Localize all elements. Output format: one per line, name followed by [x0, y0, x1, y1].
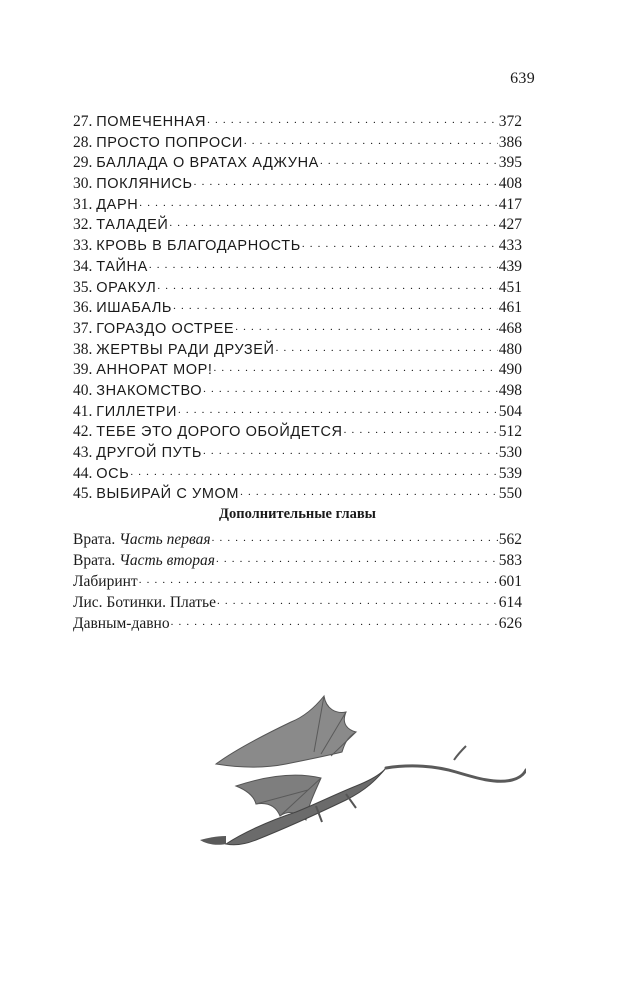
toc-entry-number: 38. — [73, 340, 93, 358]
toc-leader-dots — [203, 381, 498, 395]
extra-entry-title — [73, 531, 211, 549]
toc-entry-label: ЗНАКОМСТВО — [96, 382, 203, 399]
toc-entry-label: ПОКЛЯНИСЬ — [96, 176, 193, 193]
toc-entry-number: 39. — [73, 361, 93, 379]
toc-entry-label: ЖЕРТВЫ РАДИ ДРУЗЕЙ — [96, 341, 275, 358]
toc-entry-number: 36. — [73, 299, 93, 317]
extra-entry — [73, 572, 522, 593]
toc-entry-label: ТАЙНА — [96, 258, 148, 275]
toc-entry-label: ДРУГОЙ ПУТЬ — [96, 445, 203, 461]
toc-entry-page: 539 — [498, 464, 522, 482]
toc-entry-number: 37. — [73, 319, 93, 337]
extra-entry-page: 626 — [498, 615, 522, 632]
toc-entry-title — [73, 403, 177, 421]
toc-entry-title — [73, 279, 156, 297]
section-heading: Дополнительные главы — [219, 506, 376, 522]
toc-entry-title — [73, 196, 138, 214]
toc-entry — [73, 133, 522, 154]
toc-entry-label: ДАРН — [96, 196, 139, 213]
toc-entry-page: 512 — [498, 423, 522, 441]
toc-entry-number: 42. — [73, 423, 93, 441]
toc-entry — [73, 484, 522, 505]
toc-leader-dots — [212, 530, 498, 544]
toc-entry — [73, 360, 522, 381]
toc-entry-label: АННОРАТ МОР! — [96, 362, 213, 379]
toc-entry — [73, 340, 522, 361]
toc-entry — [73, 112, 522, 133]
toc-entry-number: 44. — [73, 464, 93, 482]
extra-entry — [73, 614, 522, 635]
toc-entry-number: 34. — [73, 257, 93, 275]
extra-entry-label: Лабиринт — [73, 573, 138, 590]
extra-entry-subtitle: Часть вторая — [119, 552, 215, 569]
toc-entry-page: 439 — [498, 257, 522, 275]
toc-leader-dots — [130, 464, 497, 478]
toc-entry-label: ПОМЕЧЕННАЯ — [96, 114, 207, 130]
toc-leader-dots — [178, 402, 498, 416]
toc-entry-number: 40. — [73, 381, 93, 399]
extra-entry — [73, 593, 522, 614]
toc-entry-page: 427 — [498, 216, 522, 234]
toc-entry-page: 395 — [498, 154, 522, 172]
toc-entry — [73, 278, 522, 299]
toc-entry — [73, 464, 522, 485]
toc-entry-page: 504 — [498, 402, 522, 420]
toc-entry-title — [73, 134, 243, 152]
toc-entry — [73, 236, 522, 257]
extra-entry-page: 614 — [498, 594, 522, 611]
extra-entry-page: 601 — [498, 573, 522, 590]
toc-leader-dots — [194, 174, 498, 188]
toc-entry-page: 461 — [498, 299, 522, 317]
toc-leader-dots — [235, 319, 498, 333]
toc-entry-title — [73, 258, 148, 276]
toc-leader-dots — [203, 443, 498, 457]
toc-entry-title — [73, 175, 193, 193]
toc-entry-label: ПРОСТО ПОПРОСИ — [96, 134, 243, 151]
toc-entry-title — [73, 465, 129, 483]
toc-entry-label: ОСЬ — [96, 465, 130, 482]
toc-entry-number: 31. — [73, 195, 93, 213]
toc-leader-dots — [139, 195, 497, 209]
toc-entry-title — [73, 382, 202, 400]
toc-entry-page: 417 — [498, 195, 522, 213]
toc-entry-label: ГИЛЛЕТРИ — [96, 403, 177, 420]
toc-entry-number: 41. — [73, 402, 93, 420]
toc-entry-number: 28. — [73, 133, 93, 151]
toc-leader-dots — [302, 236, 498, 250]
toc-entry — [73, 422, 522, 443]
toc-entry-title — [73, 216, 168, 234]
toc-entry-number: 33. — [73, 237, 93, 255]
extra-entry-label: Давным-давно — [73, 615, 170, 632]
toc-entry — [73, 153, 522, 174]
toc-leader-dots — [244, 133, 498, 147]
extra-entry-label: Врата. — [73, 552, 116, 569]
toc-entry — [73, 319, 522, 340]
toc-entry-page: 468 — [498, 319, 522, 337]
toc-entry-label: ВЫБИРАЙ С УМОМ — [96, 486, 240, 503]
toc-entry-number: 45. — [73, 485, 93, 503]
toc-leader-dots — [149, 257, 498, 271]
toc-entry-title — [73, 361, 213, 379]
toc-entry-page: 550 — [498, 485, 522, 503]
toc-entry — [73, 381, 522, 402]
toc-entry — [73, 443, 522, 464]
toc-entry — [73, 174, 522, 195]
toc-leader-dots — [207, 112, 498, 126]
toc-entry-page: 498 — [498, 381, 522, 399]
toc-leader-dots — [216, 551, 498, 565]
toc-entry-title — [73, 154, 319, 172]
toc-entry-number: 29. — [73, 154, 93, 172]
extra-entry-title — [73, 615, 170, 633]
extra-entry — [73, 551, 522, 572]
toc-entry-number: 43. — [73, 444, 93, 461]
toc-entry-title — [73, 341, 275, 359]
toc-entry-page: 480 — [498, 340, 522, 358]
toc-leader-dots — [139, 572, 498, 586]
toc-entry-label: ИШАБАЛЬ — [96, 300, 173, 317]
extra-entry-page: 562 — [498, 531, 522, 548]
toc-entry-number: 27. — [73, 113, 93, 130]
toc-entry-label: БАЛЛАДА О ВРАТАХ АДЖУНА — [96, 155, 319, 172]
dragon-upper-wing — [216, 696, 356, 767]
toc-entry-title — [73, 299, 172, 317]
extra-entry — [73, 530, 522, 551]
toc-entry-page: 372 — [498, 113, 522, 130]
toc-entry-label: ТЕБЕ ЭТО ДОРОГО ОБОЙДЕТСЯ — [96, 424, 343, 441]
table-of-contents — [73, 112, 522, 505]
extra-entry-page: 583 — [498, 552, 522, 569]
toc-entry-page: 451 — [498, 278, 522, 296]
toc-leader-dots — [217, 593, 498, 607]
extra-chapters-list — [73, 530, 522, 635]
toc-entry-page: 433 — [498, 237, 522, 255]
toc-entry-title — [73, 113, 206, 131]
toc-entry-page: 408 — [498, 175, 522, 193]
toc-leader-dots — [214, 360, 498, 374]
extra-entry-title — [73, 552, 215, 570]
dragon-illustration-icon — [196, 694, 526, 854]
toc-entry — [73, 215, 522, 236]
toc-leader-dots — [157, 278, 497, 292]
toc-entry-label: ОРАКУЛ — [96, 279, 157, 296]
toc-leader-dots — [173, 298, 498, 312]
toc-leader-dots — [320, 153, 498, 167]
toc-leader-dots — [276, 340, 498, 354]
toc-leader-dots — [171, 614, 498, 628]
toc-entry-label: ГОРАЗДО ОСТРЕЕ — [96, 320, 235, 337]
page-number: 639 — [510, 70, 535, 87]
toc-entry-number: 32. — [73, 216, 93, 234]
toc-leader-dots — [240, 484, 498, 498]
toc-leader-dots — [169, 215, 497, 229]
extra-entry-title — [73, 573, 138, 591]
toc-entry-page: 530 — [498, 444, 522, 461]
extra-entry-subtitle: Часть первая — [119, 531, 211, 548]
toc-entry-page: 490 — [498, 361, 522, 379]
toc-entry-title — [73, 237, 301, 255]
toc-entry-title — [73, 444, 202, 462]
toc-entry — [73, 195, 522, 216]
toc-entry — [73, 298, 522, 319]
toc-entry-label: КРОВЬ В БЛАГОДАРНОСТЬ — [96, 238, 301, 255]
extra-entry-label: Лис. Ботинки. Платье — [73, 594, 216, 611]
extra-entry-label: Врата. — [73, 531, 116, 548]
toc-leader-dots — [344, 422, 498, 436]
dragon-head — [200, 836, 226, 845]
toc-entry-title — [73, 485, 239, 503]
toc-entry-number: 35. — [73, 278, 93, 296]
toc-entry-page: 386 — [498, 133, 522, 151]
toc-entry-title — [73, 320, 234, 338]
toc-entry — [73, 257, 522, 278]
toc-entry-number: 30. — [73, 175, 93, 193]
toc-entry — [73, 402, 522, 423]
dragon-tail — [386, 766, 526, 781]
toc-entry-title — [73, 423, 343, 441]
extra-entry-title — [73, 594, 216, 612]
toc-entry-label: ТАЛАДЕЙ — [96, 217, 169, 234]
